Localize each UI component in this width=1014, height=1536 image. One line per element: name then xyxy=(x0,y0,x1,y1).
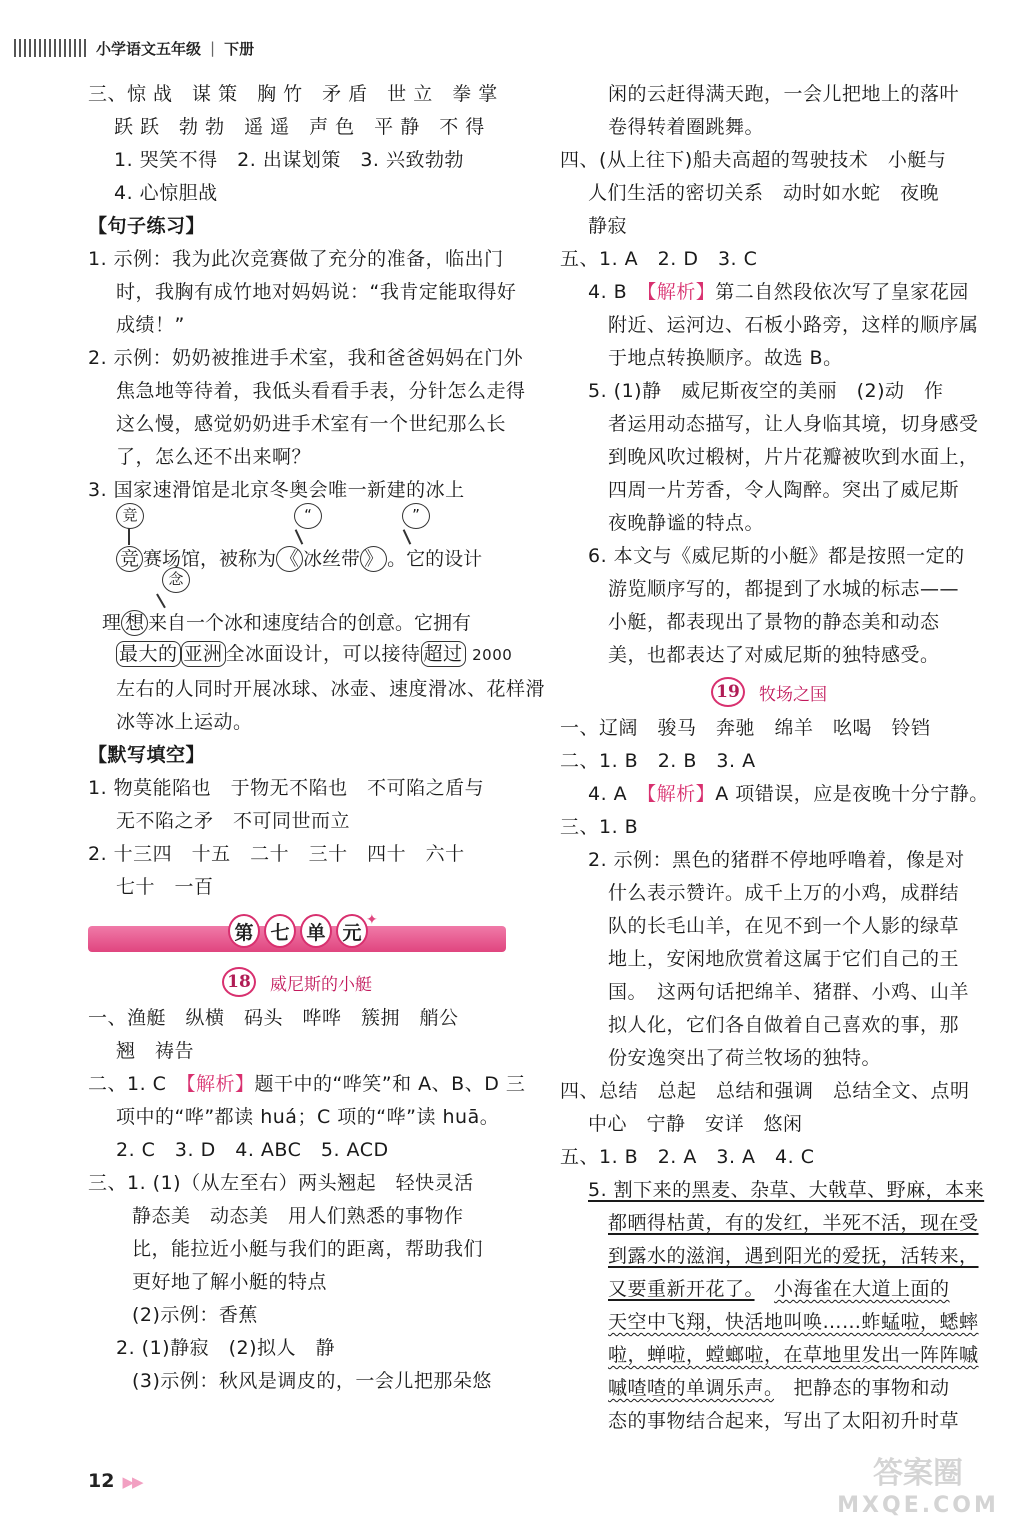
analysis-tag: 【解析】 xyxy=(646,783,716,805)
answer-line: 更好地了解小艇的特点 xyxy=(132,1271,328,1293)
answer-line: 份安逸突出了荷兰牧场的独特。 xyxy=(608,1047,882,1069)
answer-line xyxy=(560,1174,985,1207)
correction-text: 冰丝带 xyxy=(303,548,361,570)
answer-line: 左右的人同时开展冰球、冰壶、速度滑冰、花样滑 xyxy=(116,678,546,700)
answer-line: 2. 示例：黑色的猪群不停地呼噜着，像是对 xyxy=(588,849,965,871)
wrong-char: 》 xyxy=(360,546,387,572)
underlined-text: 都晒得枯黄，有的发红，半死不活，现在受 xyxy=(608,1212,979,1234)
answer-line: 四、总结 总起 总结和强调 总结全文、点明 xyxy=(560,1080,970,1102)
answer-line: 三、1. B xyxy=(560,816,639,838)
page-header xyxy=(14,36,254,60)
analysis-tag: 【解析】 xyxy=(646,281,716,303)
answer-line: 闲的云赶得满天跑，一会儿把地上的落叶 xyxy=(608,83,960,105)
unit-char: 单 xyxy=(300,914,332,948)
answer-line: 美，也都表达了对威尼斯的独特感受。 xyxy=(608,644,940,666)
answer-line: 二、1. B 2. B 3. A xyxy=(560,750,756,772)
answer-line: 拟人化，它们各自做着自己喜欢的事，那 xyxy=(608,1014,960,1036)
answer-line: 5. (1)静 威尼斯夜空的美丽 (2)动 作 xyxy=(588,380,944,402)
answer-line: 七十 一百 xyxy=(116,876,214,898)
answer-line: 队的长毛山羊，在见不到一个人影的绿草 xyxy=(608,915,960,937)
boxed-text: 最大的 xyxy=(116,641,181,667)
answer-line: 人们生活的密切关系 动时如水蛇 夜晚 xyxy=(588,182,940,204)
correction-mark: 竞 xyxy=(116,503,144,529)
answer-line: 2. 十三四 十五 二十 三十 四十 六十 xyxy=(88,843,465,865)
answer-line: 态的事物结合起来，写出了太阳初升时草 xyxy=(608,1410,960,1432)
answer-line: 成绩！” xyxy=(116,314,185,336)
correction-text: 赛场馆，被称为 xyxy=(143,548,277,570)
answer-line: 五、1. A 2. D 3. C xyxy=(560,248,758,270)
answer-line xyxy=(560,1240,978,1273)
answer-line: 地上，安闲地欣赏着这属于它们自己的王 xyxy=(608,948,960,970)
answer-line: 6. 本文与《威尼斯的小艇》都是按照一定的 xyxy=(588,545,965,567)
wrong-char: 竞 xyxy=(116,546,143,572)
boxed-text: 超过 xyxy=(421,641,466,667)
answer-line: 国。 这两句话把绵羊、猪群、小鸡、山羊 xyxy=(608,981,970,1003)
answer-line xyxy=(560,1306,978,1339)
answer-line: 四、(从上往下)船夫高超的驾驶技术 小艇与 xyxy=(560,149,947,171)
answer-line: 无不陷之矛 不可同世而立 xyxy=(116,810,351,832)
header-separator: | xyxy=(210,39,216,57)
answer-line: 到晚风吹过椴树，片片花瓣被吹到水面上， xyxy=(608,446,979,468)
answer-line: 五、1. B 2. A 3. A 4. C xyxy=(560,1146,815,1168)
answer-line: 3. 国家速滑馆是北京冬奥会唯一新建的冰上 xyxy=(88,479,465,501)
correction-mark: “ xyxy=(294,503,322,529)
answer-line: 四周一片芳香，令人陶醉。突出了威尼斯 xyxy=(608,479,960,501)
answer-line: 三、惊 战 谋 策 胸 竹 矛 盾 世 立 拳 掌 xyxy=(88,83,498,105)
answer-line xyxy=(560,1207,978,1240)
correction-line-2 xyxy=(88,571,506,635)
answer-line: 一、渔艇 纵横 码头 哗哗 簇拥 艄公 xyxy=(88,1007,459,1029)
correction-text: 。它的设计 xyxy=(387,548,483,570)
lesson-title: 威尼斯的小艇 xyxy=(270,974,372,995)
correction-text: 全冰面设计，可以接待 xyxy=(225,643,421,665)
header-subject: 小学语文五年级 xyxy=(96,39,202,58)
unit-banner xyxy=(88,912,506,960)
correction-mark: 念 xyxy=(162,567,190,593)
wavy-underlined-text: 天空中飞翔，快活地叫唤……蚱蜢啦，蟋蟀 xyxy=(608,1311,979,1333)
correction-text: 来自一个冰和速度结合的创意。它拥有 xyxy=(148,612,472,634)
answer-line: 游览顺序写的，都提到了水城的标志—— xyxy=(608,578,960,600)
answer-line: 一、辽阔 骏马 奔驰 绵羊 吆喝 铃铛 xyxy=(560,717,931,739)
wavy-underlined-text: 啦，蝉啦，螳螂啦，在草地里发出一阵阵嘁 xyxy=(608,1344,979,1366)
right-column xyxy=(560,78,989,1438)
answer-line: 跃 跃 勃 勃 遥 遥 声 色 平 静 不 得 xyxy=(114,116,485,138)
answer-line: 4. B 【解析】第二自然段依次写了皇家花园 xyxy=(588,281,969,303)
answer-line: 4. A 【解析】A 项错误，应是夜晚十分宁静。 xyxy=(588,783,989,805)
answer-line: 项中的“哗”都读 huá；C 项的“哗”读 huā。 xyxy=(116,1106,500,1128)
answer-line: 夜晚静谧的特点。 xyxy=(608,512,765,534)
answer-line: 静态美 动态美 用人们熟悉的事物作 xyxy=(132,1205,464,1227)
lesson-title: 牧场之国 xyxy=(759,684,827,705)
underlined-text: 到露水的滋润，遇到阳光的爱抚，活转来， xyxy=(608,1245,979,1267)
answer-line xyxy=(560,1339,978,1372)
answer-line: 小艇，都表现出了景物的静态美和动态 xyxy=(608,611,940,633)
page-number: 12 ▶▶ xyxy=(88,1470,142,1492)
answer-line: 比，能拉近小艇与我们的距离，帮助我们 xyxy=(132,1238,484,1260)
correction-text: 理 xyxy=(102,612,122,634)
answer-line: 2. 示例：奶奶被推进手术室，我和爸爸妈妈在门外 xyxy=(88,347,524,369)
sparkle-icon: ✦ xyxy=(366,912,378,928)
answer-line: 1. 物莫能陷也 于物无不陷也 不可陷之盾与 xyxy=(88,777,485,799)
answer-line: 卷得转着圈跳舞。 xyxy=(608,116,765,138)
lesson-heading xyxy=(560,672,978,712)
unit-char: 七 xyxy=(264,914,296,948)
answer-line: 4. 心惊胆战 xyxy=(114,182,218,204)
answer-line: 了，怎么还不出来啊？ xyxy=(116,446,312,468)
answer-line: 静寂 xyxy=(588,215,628,237)
answer-line: 翘 祷告 xyxy=(116,1040,195,1062)
answer-line: (3)示例：秋风是调皮的，一会儿把那朵悠 xyxy=(132,1370,492,1392)
boxed-text: 亚洲 xyxy=(181,641,226,667)
wrong-char: 想 xyxy=(121,610,148,636)
lesson-heading xyxy=(88,962,506,1002)
lesson-number: 18 xyxy=(222,967,256,997)
answer-line: 2. C 3. D 4. ABC 5. ACD xyxy=(116,1139,389,1161)
correction-line-1 xyxy=(88,507,506,571)
underlined-text: 又要重新开花了。 xyxy=(608,1278,755,1300)
unit-char: 第 xyxy=(228,914,260,948)
answer-line: 嘁喳喳的单调乐声。 把静态的事物和动 xyxy=(608,1377,950,1399)
correction-number: 2000 xyxy=(472,646,513,664)
left-column xyxy=(88,78,546,1398)
answer-line: 冰等冰上运动。 xyxy=(116,711,253,733)
answer-line xyxy=(560,1273,978,1306)
section-title: 【默写填空】 xyxy=(88,744,206,766)
answer-line: 1. 哭笑不得 2. 出谋划策 3. 兴致勃勃 xyxy=(114,149,465,171)
wrong-char: 《 xyxy=(276,546,303,572)
answer-line: 2. (1)静寂 (2)拟人 静 xyxy=(116,1337,335,1359)
answer-line: 什么表示赞许。成千上万的小鸡，成群结 xyxy=(608,882,960,904)
arrow-icon: ▶▶ xyxy=(122,1473,142,1491)
answer-line: 这么慢，感觉奶奶进手术室有一个世纪那么长 xyxy=(116,413,507,435)
unit-char: 元 xyxy=(336,914,368,948)
wavy-underlined-text: 小海雀在大道上面的 xyxy=(774,1278,950,1300)
analysis-tag: 【解析】 xyxy=(185,1073,255,1095)
answer-line: 1. 示例：我为此次竞赛做了充分的准备，临出门 xyxy=(88,248,504,270)
answer-line: 中心 宁静 安详 悠闲 xyxy=(588,1113,803,1135)
wavy-underlined-text: 嘁喳喳的单调乐声。 xyxy=(608,1377,775,1399)
answer-line: 于地点转换顺序。故选 B。 xyxy=(608,347,843,369)
section-title: 【句子练习】 xyxy=(88,215,206,237)
answer-line: (2)示例：香蕉 xyxy=(132,1304,258,1326)
answer-line: 者运用动态描写，让人身临其境，切身感受 xyxy=(608,413,979,435)
answer-line: 二、1. C 【解析】题干中的“哗笑”和 A、B、D 三 xyxy=(88,1073,526,1095)
answer-line: 焦急地等待着，我低头看看手表，分针怎么走得 xyxy=(116,380,526,402)
header-volume: 下册 xyxy=(224,39,255,58)
underlined-text: 5. 割下来的黑麦、杂草、大戟草、野麻，本来 xyxy=(588,1179,985,1201)
watermark: 答案圈 MXQE.COM xyxy=(837,1456,999,1518)
answer-line: 附近、运河边、石板小路旁，这样的顺序属 xyxy=(608,314,979,336)
header-barcode-mark xyxy=(14,39,86,57)
correction-mark: ” xyxy=(402,503,430,529)
answer-line: 三、1. (1)（从左至右）两头翘起 轻快灵活 xyxy=(88,1172,474,1194)
lesson-number: 19 xyxy=(711,677,745,707)
answer-line: 时，我胸有成竹地对妈妈说：“我肯定能取得好 xyxy=(116,281,517,303)
